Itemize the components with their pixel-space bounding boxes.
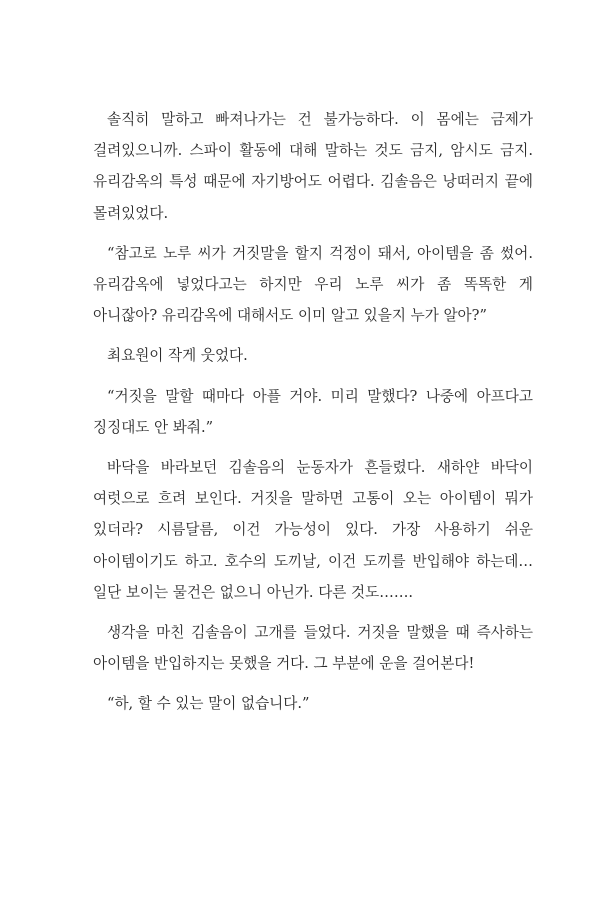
paragraph-3: 최요원이 작게 웃었다. (107, 347, 248, 365)
paragraph-6: 생각을 마친 김솔음이 고개를 들었다. 거짓을 말했을 때 즉사하는 아이템을 반입하지는 못했을 거다. 그 부분에 운을 걸어본다! (93, 624, 533, 673)
paragraph-4: “거짓을 말할 때마다 아플 거야. 미리 말했다? 나중에 아프다고 징징대도 안 봐줘.” (93, 387, 533, 436)
paragraph-7: “하, 할 수 있는 말이 없습니다.” (107, 695, 310, 713)
paragraph-5: 바닥을 바라보던 김솔음의 눈동자가 흔들렸다. 새하얀 바닥이 여럿으로 흐려 보인다. 거짓을 말하면 고통이 오는 아이템이 뭐가 있더라? 시름달름, 이건 가능성이 있다. 가장 사용하기 쉬운 아이템이기도 하고. 호수의 도끼날, 이건 도끼를 반입해야 하는데… 일단 보이는 물건은 없으니 아닌가. 다른 것도……. (93, 459, 533, 601)
paragraph-2: “참고로 노루 씨가 거짓말을 할지 걱정이 돼서, 아이템을 좀 썼어. 유리감옥에 넣었다고는 하지만 우리 노루 씨가 좀 똑똑한 게 아니잖아? 유리감옥에 대해서도 이미 알고 있을지 누가 알아?” (93, 244, 533, 325)
paragraph-1: 솔직히 말하고 빠져나가는 건 불가능하다. 이 몸에는 금제가 걸려있으니까. 스파이 활동에 대해 말하는 것도 금지, 암시도 금지. 유리감옥의 특성 때문에 자기방어도 어렵다. 김솔음은 낭떠러지 끝에 몰려있었다. (93, 111, 533, 222)
page-body-text (93, 104, 533, 720)
